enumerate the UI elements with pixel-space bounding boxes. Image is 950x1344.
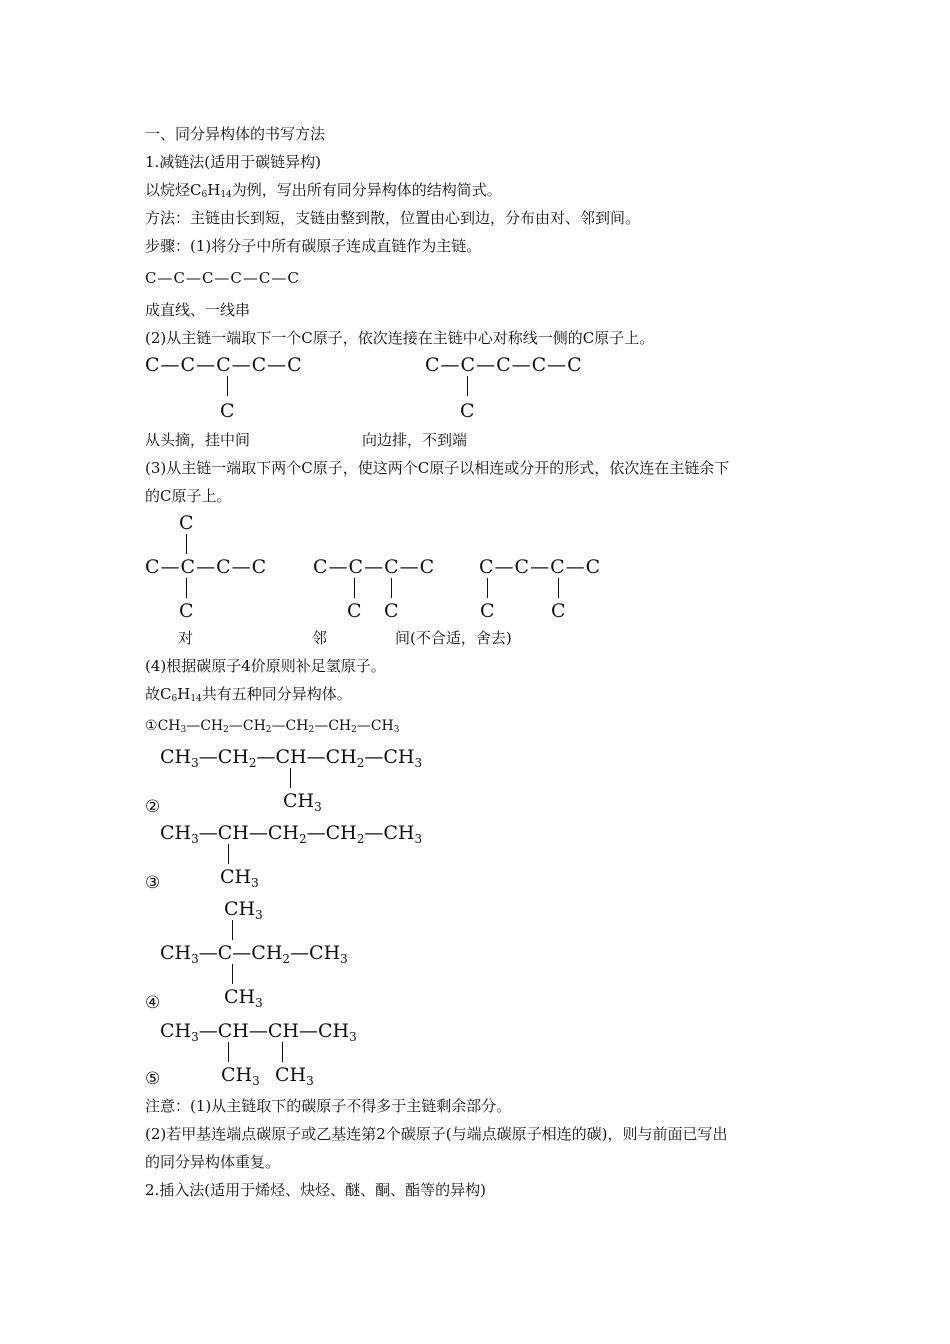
isomer-4-top: $CH_3$	[224, 898, 263, 922]
chain-main: C—C—C—C	[479, 556, 602, 578]
note-1: 注意：(1)从主链取下的碳原子不得多于主链剩余部分。	[145, 1097, 512, 1115]
bond	[354, 578, 355, 598]
chain-main: C—C—C—C	[313, 556, 436, 578]
chain-main: C—C—C—C—C	[145, 354, 303, 376]
bond	[282, 1042, 283, 1062]
chain-branch: C	[480, 600, 495, 622]
method2-heading: 2.插入法(适用于烯烃、炔烃、醚、酮、酯等的异构)	[145, 1181, 487, 1199]
bond	[228, 844, 229, 864]
chain-main: C—C—C—C	[145, 556, 268, 578]
isomer-4-main: $CH_3—C—CH_2—CH_3$	[160, 942, 348, 966]
isomer-3-number: ③	[145, 873, 161, 893]
step4-text: (4)根据碳原子4价原则补足氢原子。	[145, 657, 386, 675]
step2-caption-a: 从头摘，挂中间	[145, 431, 251, 449]
bond	[232, 920, 233, 940]
bond	[186, 534, 187, 554]
isomer-1: $①CH_3—CH_2—CH_2—CH_2—CH_2—CH_3$	[145, 718, 400, 735]
step3-text-1: (3)从主链一端取下两个C原子，使这两个C原子以相连或分开的形式，依次连在主链余下	[145, 459, 730, 477]
isomer-2-number: ②	[145, 797, 161, 817]
chain-branch: C	[347, 600, 362, 622]
step3-caption-a: 对	[178, 629, 194, 647]
method1-principle: 方法：主链由长到短，支链由整到散，位置由心到边，分布由对、邻到间。	[145, 209, 641, 227]
note-3: 的同分异构体重复。	[145, 1153, 281, 1171]
chain-branch: C	[551, 600, 566, 622]
step3-caption-c: 间(不合适，舍去)	[395, 629, 512, 647]
isomer-3-main: $CH_3—CH—CH_2—CH_2—CH_3$	[160, 822, 423, 846]
isomer-2-main: $CH_3—CH_2—CH—CH_2—CH_3$	[160, 746, 423, 770]
bond	[227, 376, 228, 396]
chain-branch: C	[220, 400, 235, 422]
isomer-5-main: $CH_3—CH—CH—CH_3$	[160, 1020, 357, 1044]
chain-branch: C	[460, 400, 475, 422]
isomer-3-branch: $CH_3$	[220, 866, 259, 890]
bond	[391, 578, 392, 598]
bond	[487, 578, 488, 598]
step2-caption-b: 向边排，不到端	[362, 431, 468, 449]
bond	[558, 578, 559, 598]
isomer-5-branch-2: $CH_3$	[275, 1064, 314, 1088]
section-title: 一、同分异构体的书写方法	[145, 125, 326, 143]
isomer-4-bottom: $CH_3$	[224, 986, 263, 1010]
chain-top: C	[179, 512, 194, 534]
conclusion: 故$C_6H_{14}$共有五种同分异构体。	[145, 685, 352, 704]
straight-chain: C—C—C—C—C—C	[145, 269, 300, 287]
step2-text: (2)从主链一端取下一个C原子，依次连接在主链中心对称线一侧的C原子上。	[145, 329, 655, 347]
isomer-5-number: ⑤	[145, 1069, 161, 1089]
bond	[186, 578, 187, 598]
method1-heading: 1.减链法(适用于碳链异构)	[145, 153, 322, 171]
isomer-4-number: ④	[145, 993, 161, 1013]
bond	[290, 768, 291, 788]
chain-bottom: C	[179, 600, 194, 622]
step3-caption-b: 邻	[312, 629, 328, 647]
bond	[232, 964, 233, 984]
bond	[467, 376, 468, 396]
chain-branch: C	[384, 600, 399, 622]
step3-text-2: 的C原子上。	[145, 487, 232, 505]
isomer-5-branch-1: $CH_3$	[221, 1064, 260, 1088]
step1-text: 步骤：(1)将分子中所有碳原子连成直链作为主链。	[145, 237, 482, 255]
note-2: (2)若甲基连端点碳原子或乙基连第2个碳原子(与端点碳原子相连的碳)，则与前面已写出	[145, 1125, 728, 1143]
chain-main: C—C—C—C—C	[425, 354, 583, 376]
isomer-2-branch: $CH_3$	[283, 790, 322, 814]
step1-note: 成直线、一线串	[145, 301, 251, 319]
bond	[228, 1042, 229, 1062]
method1-intro: 以烷烃$C_6H_{14}$为例，写出所有同分异构体的结构简式。	[145, 181, 502, 200]
